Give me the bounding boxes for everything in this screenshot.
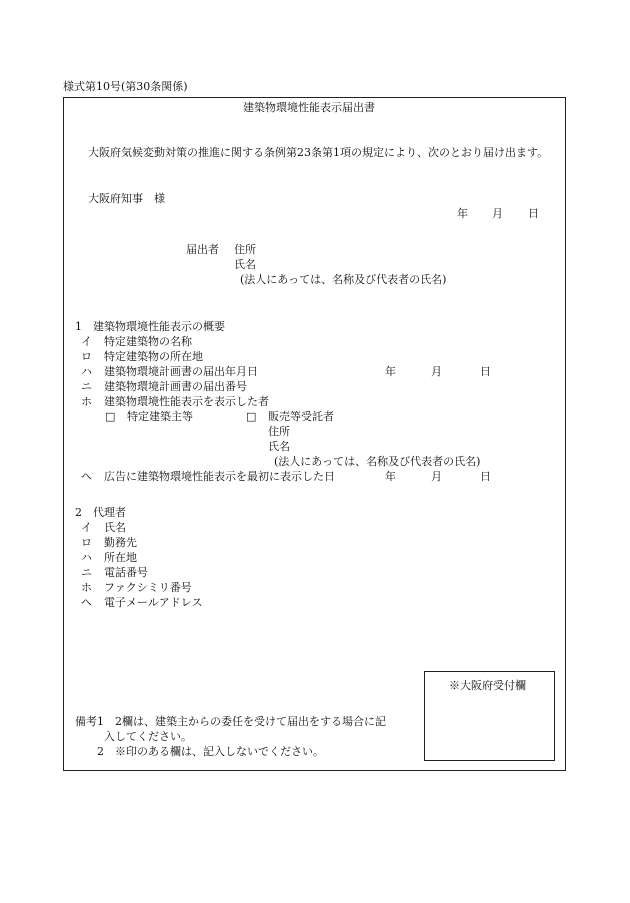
section1-item-he-mark: ヘ [81,470,92,483]
notifier-corp-note: (法人にあっては、名称及び代表者の氏名) [240,273,447,286]
section2-item-mark: ホ [81,581,92,594]
section2-item-mark: ロ [81,536,92,549]
section2-item-mark: ニ [81,566,92,579]
form-title: 建築物環境性能表示届出書 [243,101,375,114]
section2-item-text: 電子メールアドレス [104,596,203,609]
filing-date-month: 月 [431,365,442,378]
section2-item-text: 勤務先 [104,536,137,549]
date-day: 日 [528,207,539,220]
note2: 2 ※印のある欄は、記入しないでください。 [97,745,324,758]
filing-date-year: 年 [385,365,396,378]
section1-item-text: 特定建築物の名称 [104,335,192,348]
intro-text: 大阪府気候変動対策の推進に関する条例第23条第1項の規定により、次のとおり届け出ます。 [88,146,549,159]
checkbox-seller[interactable]: □ [246,410,257,423]
notifier-name-label: 氏名 [234,258,256,271]
section1-item-text: 建築物環境計画書の届出番号 [104,380,247,393]
section1-item-mark: ニ [81,380,92,393]
reception-label: ※大阪府受付欄 [449,679,526,692]
section1-item-mark: ホ [81,395,92,408]
section1-heading: 1 建築物環境性能表示の概要 [75,320,225,333]
date-month: 月 [492,207,503,220]
section1-item-text: 建築物環境計画書の届出年月日 [104,365,258,378]
checkbox-owner[interactable]: □ [105,410,116,423]
ad-date-year: 年 [385,470,396,483]
section2-heading: 2 代理者 [75,506,126,519]
section1-item-mark: ハ [81,365,92,378]
form-number: 様式第10号(第30条関係) [63,80,188,93]
ad-date-month: 月 [431,470,442,483]
seller-name-label: 氏名 [268,440,290,453]
section2-item-text: 所在地 [104,551,137,564]
date-year: 年 [457,207,468,220]
option-seller-label: 販売等受託者 [268,410,334,423]
ad-date-day: 日 [480,470,491,483]
seller-address-label: 住所 [268,425,290,438]
section1-item-he-text: 広告に建築物環境性能表示を最初に表示した日 [104,470,335,483]
section2-item-text: 電話番号 [104,566,148,579]
section1-item-text: 建築物環境性能表示を表示した者 [104,395,269,408]
note1-line2: 入してください。 [104,730,192,743]
addressee: 大阪府知事 様 [88,192,165,205]
option-owner-label: 特定建築主等 [127,410,193,423]
section2-item-mark: ヘ [81,596,92,609]
notifier-label: 届出者 [186,243,219,256]
section2-item-mark: ハ [81,551,92,564]
seller-corp-note: (法人にあっては、名称及び代表者の氏名) [274,455,481,468]
section2-item-text: ファクシミリ番号 [104,581,192,594]
section1-item-text: 特定建築物の所在地 [104,350,203,363]
section2-item-text: 氏名 [104,521,126,534]
notifier-address-label: 住所 [234,243,256,256]
section1-item-mark: ロ [81,350,92,363]
section2-item-mark: イ [81,521,92,534]
note1-line1: 備考1 2欄は、建築主からの委任を受けて届出をする場合に記 [75,715,386,728]
filing-date-day: 日 [480,365,491,378]
section1-item-mark: イ [81,335,92,348]
